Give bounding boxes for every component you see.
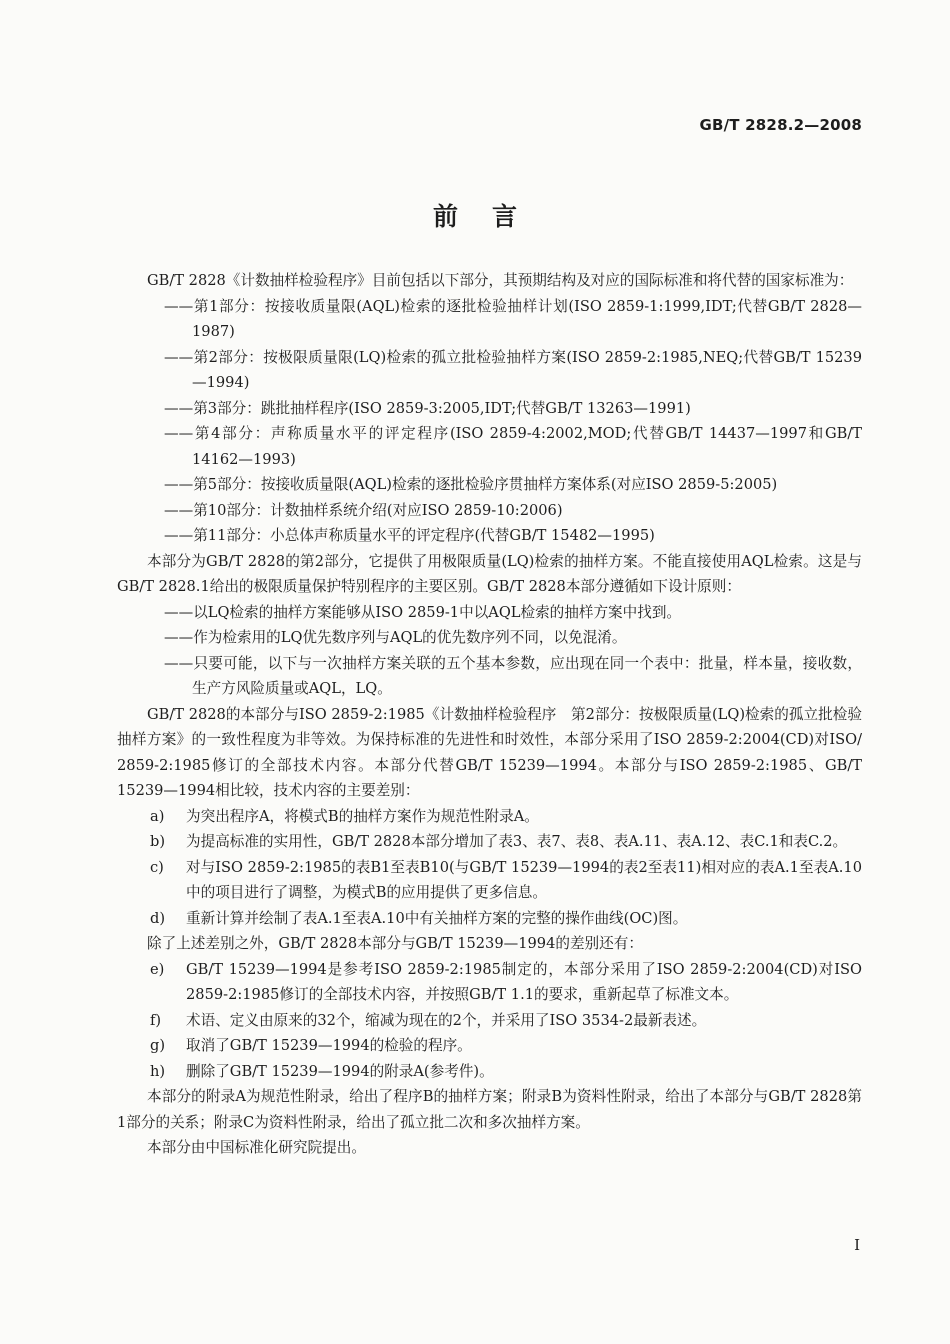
part-item: ——第1部分：按接收质量限(AQL)检索的逐批检验抽样计划(ISO 2859-1:1999,IDT;代替GB/T 2828—1987)	[164, 297, 862, 340]
part-item: ——第5部分：按接收质量限(AQL)检索的逐批检验序贯抽样方案体系(对应ISO 2859-5:2005)	[164, 476, 778, 493]
item-label: b)	[150, 833, 166, 850]
principle-item: ——以LQ检索的抽样方案能够从ISO 2859-1中以AQL检索的抽样方案中找到。	[164, 603, 682, 621]
difference-item	[117, 1059, 862, 1085]
difference-item	[117, 1033, 862, 1059]
annex-paragraph: 本部分的附录A为规范性附录，给出了程序B的抽样方案；附录B为资料性附录，给出了本部分与GB/T 2828第1部分的关系；附录C为资料性附录，给出了孤立批二次和多次抽样方案。	[117, 1088, 862, 1131]
standard-code: GB/T 2828.2—2008	[699, 116, 862, 134]
difference-item	[117, 957, 862, 1008]
item-label: h)	[150, 1062, 166, 1080]
principle-item: ——作为检索用的LQ优先数序列与AQL的优先数序列不同，以免混淆。	[164, 629, 627, 646]
item-label: e)	[150, 960, 165, 978]
item-text: 对与ISO 2859-2:1985的表B1至表B10(与GB/T 15239—1994的表2至表11)相对应的表A.1至表A.10中的项目进行了调整，为模式B的应用提供了更多信息。	[186, 858, 862, 901]
item-text: 术语、定义由原来的32个，缩减为现在的2个，并采用了ISO 3534-2最新表述。	[186, 1011, 707, 1029]
item-label: c)	[150, 858, 164, 876]
item-text: 取消了GB/T 15239—1994的检验的程序。	[186, 1037, 472, 1054]
item-text: 删除了GB/T 15239—1994的附录A(参考件)。	[186, 1062, 494, 1080]
part-item: ——第2部分：按极限质量限(LQ)检索的孤立批检验抽样方案(ISO 2859-2:1985,NEQ;代替GB/T 15239—1994)	[164, 348, 862, 391]
difference-item	[117, 855, 862, 906]
item-text: GB/T 15239—1994是参考ISO 2859-2:1985制定的，本部分采用了ISO 2859-2:2004(CD)对ISO 2859-2:1985修订的全部技术内容，并按照GB/T 1.1的要求，重新起草了标准文本。	[186, 960, 862, 1003]
page-number: I	[854, 1236, 860, 1254]
document-body	[117, 268, 862, 1161]
part-item: ——第11部分：小总体声称质量水平的评定程序(代替GB/T 15482—1995)	[164, 527, 655, 544]
item-label: d)	[150, 909, 166, 927]
intro-paragraph: GB/T 2828《计数抽样检验程序》目前包括以下部分，其预期结构及对应的国际标准和将代替的国家标准为：	[147, 272, 854, 289]
item-text: 为提高标准的实用性，GB/T 2828本部分增加了表3、表7、表8、表A.11、表A.12、表C.1和表C.2。	[186, 833, 848, 850]
page-title: 前言	[432, 202, 551, 231]
scope-paragraph: 本部分为GB/T 2828的第2部分，它提供了用极限质量(LQ)检索的抽样方案。不能直接使用AQL检索。这是与GB/T 2828.1给出的极限质量保护特别程序的主要区别。GB/T 2828本部分遵循如下设计原则：	[117, 552, 862, 595]
difference-item	[117, 906, 862, 932]
part-item: ——第10部分：计数抽样系统介绍(对应ISO 2859-10:2006)	[164, 501, 563, 519]
part-item: ——第3部分：跳批抽样程序(ISO 2859-3:2005,IDT;代替GB/T 13263—1991)	[164, 399, 691, 417]
difference-item	[117, 829, 862, 855]
proposer-paragraph: 本部分由中国标准化研究院提出。	[147, 1139, 366, 1156]
part-item: ——第4部分：声称质量水平的评定程序(ISO 2859-4:2002,MOD;代替GB/T 14437—1997和GB/T 14162—1993)	[164, 425, 862, 468]
difference-item	[117, 804, 862, 830]
item-text: 重新计算并绘制了表A.1至表A.10中有关抽样方案的完整的操作曲线(OC)图。	[186, 909, 688, 927]
item-text: 为突出程序A，将模式B的抽样方案作为规范性附录A。	[186, 807, 539, 825]
item-label: f)	[150, 1011, 162, 1029]
other-differences-paragraph: 除了上述差别之外，GB/T 2828本部分与GB/T 15239—1994的差别还有：	[147, 935, 643, 952]
equivalence-paragraph: GB/T 2828的本部分与ISO 2859-2:1985《计数抽样检验程序 第2部分：按极限质量(LQ)检索的孤立批检验抽样方案》的一致性程度为非等效。为保持标准的先进性和时效性，本部分采用了ISO 2859-2:2004(CD)对ISO/ 2859-2:1985修订的全部技术内容。本部分代替GB/T 15239—1994。本部分与ISO 2859-2:1985、GB/T 15239—1994相比较，技术内容的主要差别：	[117, 705, 862, 799]
principle-item: ——只要可能，以下与一次抽样方案关联的五个基本参数，应出现在同一个表中：批量，样本量，接收数，生产方风险质量或AQL，LQ。	[164, 654, 862, 697]
item-label: a)	[150, 807, 165, 825]
difference-item	[117, 1008, 862, 1034]
item-label: g)	[150, 1037, 166, 1054]
